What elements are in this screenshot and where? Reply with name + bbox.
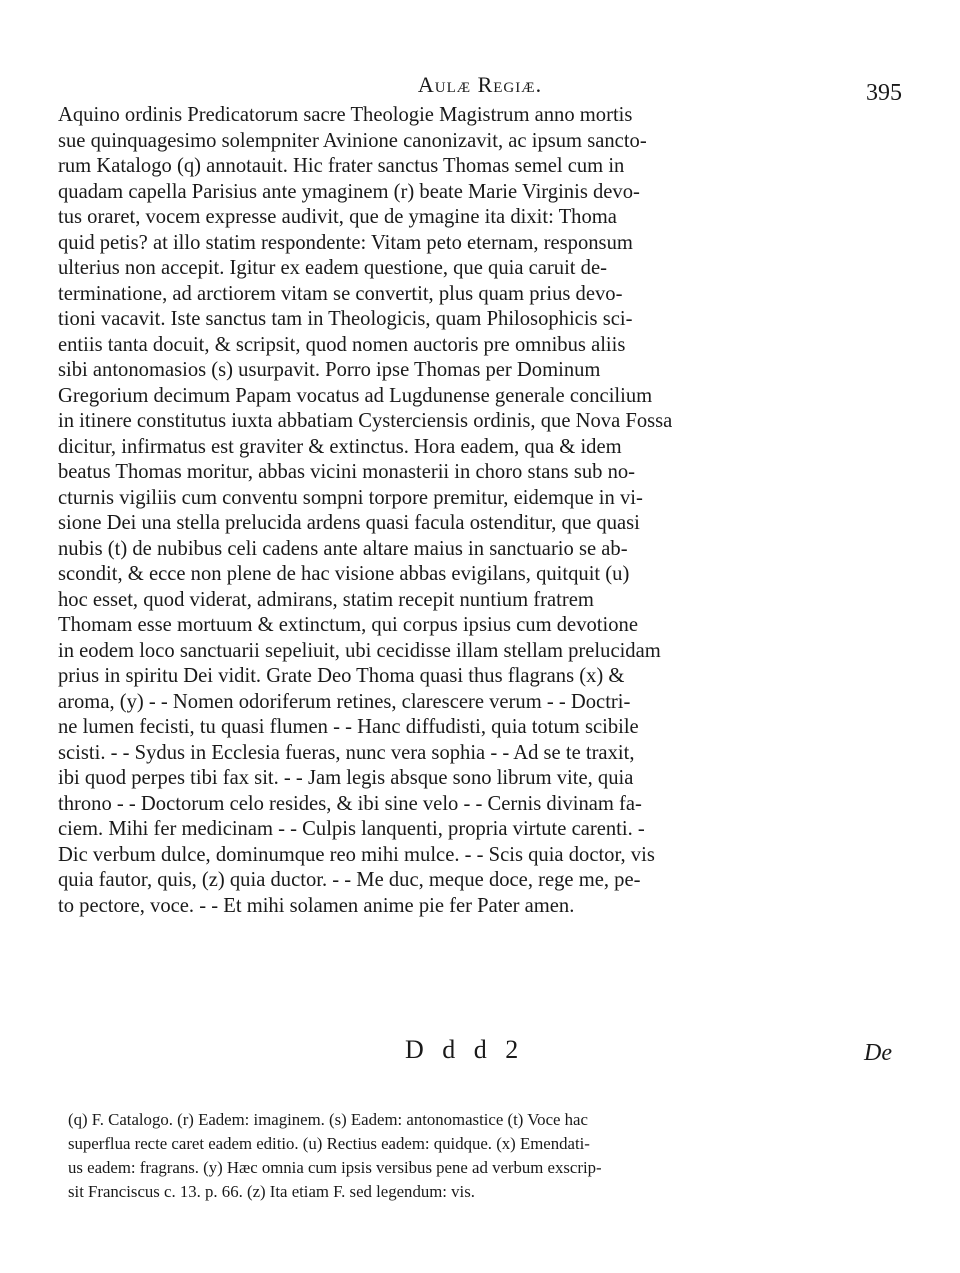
page-number: 395 — [866, 80, 902, 106]
body-line: scisti. - - Sydus in Ecclesia fueras, nunc vera sophia - - Ad se te traxit, — [58, 741, 635, 764]
body-line: prius in spiritu Dei vidit. Grate Deo Thoma quasi thus flagrans (x) & — [58, 665, 625, 687]
body-line: rum Katalogo (q) annotauit. Hic frater sanctus Thomas semel cum in — [58, 155, 625, 177]
body-line: tioni vacavit. Iste sanctus tam in Theologicis, quam Philosophicis sci- — [58, 308, 633, 330]
body-line: quid petis? at illo statim respondente: Vitam peto eternam, responsum — [58, 231, 633, 254]
body-line: ulterius non accepit. Igitur ex eadem questione, que quia caruit de- — [58, 257, 607, 279]
body-line: tus oraret, vocem expresse audivit, que de ymagine ita dixit: Thoma — [58, 206, 617, 228]
body-line: aroma, (y) - - Nomen odoriferum retines, clarescere verum - - Doctri- — [58, 690, 631, 713]
body-line: to pectore, voce. - - Et mihi solamen anime pie fer Pater amen. — [58, 894, 575, 917]
body-line: sue quinquagesimo solempniter Avinione canonizavit, ac ipsum sancto- — [58, 129, 647, 152]
body-line: Thomam esse mortuum & extinctum, qui corpus ipsius cum devotione — [58, 614, 638, 636]
body-line: sione Dei una stella prelucida ardens quasi facula ostenditur, que quasi — [58, 512, 640, 534]
footnote-line: superflua recte caret eadem editio. (u) Rectius eadem: quidque. (x) Emendati- — [68, 1134, 590, 1153]
signature-mark: D d d 2 — [405, 1035, 525, 1064]
body-line: ciem. Mihi fer medicinam - - Culpis lanquenti, propria virtute carenti. - — [58, 818, 645, 840]
footnotes-block — [68, 1108, 898, 1204]
footnote-line: (q) F. Catalogo. (r) Eadem: imaginem. (s) Eadem: antonomastice (t) Voce hac — [68, 1110, 588, 1129]
body-line: in eodem loco sanctuarii sepeliuit, ubi cecidisse illam stellam prelucidam — [58, 639, 661, 662]
body-line: ibi quod perpes tibi fax sit. - - Jam legis absque sono librum vite, quia — [58, 767, 634, 789]
body-line: ne lumen fecisti, tu quasi flumen - - Hanc diffudisti, quia totum scibile — [58, 716, 639, 738]
body-line: sibi antonomasios (s) usurpavit. Porro ipse Thomas per Dominum — [58, 359, 601, 381]
body-line: quia fautor, quis, (z) quia ductor. - - Me duc, meque doce, rege me, pe- — [58, 869, 641, 891]
body-line: cturnis vigiliis cum conventu sompni torpore premitur, eidemque in vi- — [58, 486, 643, 509]
body-line: terminatione, ad arctiorem vitam se convertit, plus quam prius devo- — [58, 282, 623, 305]
body-line: quadam capella Parisius ante ymaginem (r) beate Marie Virginis devo- — [58, 180, 640, 203]
body-line: in itinere constitutus iuxta abbatiam Cysterciensis ordinis, que Nova Fossa — [58, 410, 673, 432]
body-line: scondit, & ecce non plene de hac visione abbas evigilans, quitquit (u) — [58, 563, 630, 585]
body-line: entiis tanta docuit, & scripsit, quod nomen auctoris pre omnibus aliis — [58, 333, 626, 356]
main-text-block — [58, 103, 910, 919]
body-line: throno - - Doctorum celo resides, & ibi sine velo - - Cernis divinam fa- — [58, 792, 642, 815]
body-line: Gregorium decimum Papam vocatus ad Lugdunense generale concilium — [58, 384, 653, 407]
body-line: Aquino ordinis Predicatorum sacre Theologie Magistrum anno mortis — [58, 104, 633, 126]
footnote-line: us eadem: fragrans. (y) Hæc omnia cum ipsis versibus pene ad verbum exscrip- — [68, 1158, 602, 1177]
body-line: hoc esset, quod viderat, admirans, statim recepit nuntium fratrem — [58, 588, 594, 611]
body-line: Dic verbum dulce, dominumque reo mihi mulce. - - Scis quia doctor, vis — [58, 843, 655, 866]
footnote-line: sit Franciscus c. 13. p. 66. (z) Ita etiam F. sed legendum: vis. — [68, 1182, 475, 1201]
body-line: nubis (t) de nubibus celi cadens ante altare maius in sanctuario se ab- — [58, 537, 628, 560]
body-line: dicitur, infirmatus est graviter & extinctus. Hora eadem, qua & idem — [58, 435, 622, 458]
body-line: beatus Thomas moritur, abbas vicini monasterii in choro stans sub no- — [58, 461, 636, 483]
running-title: Aulæ Regiæ. — [417, 72, 543, 97]
signature-row — [0, 1035, 960, 1075]
catchword: De — [864, 1040, 892, 1066]
